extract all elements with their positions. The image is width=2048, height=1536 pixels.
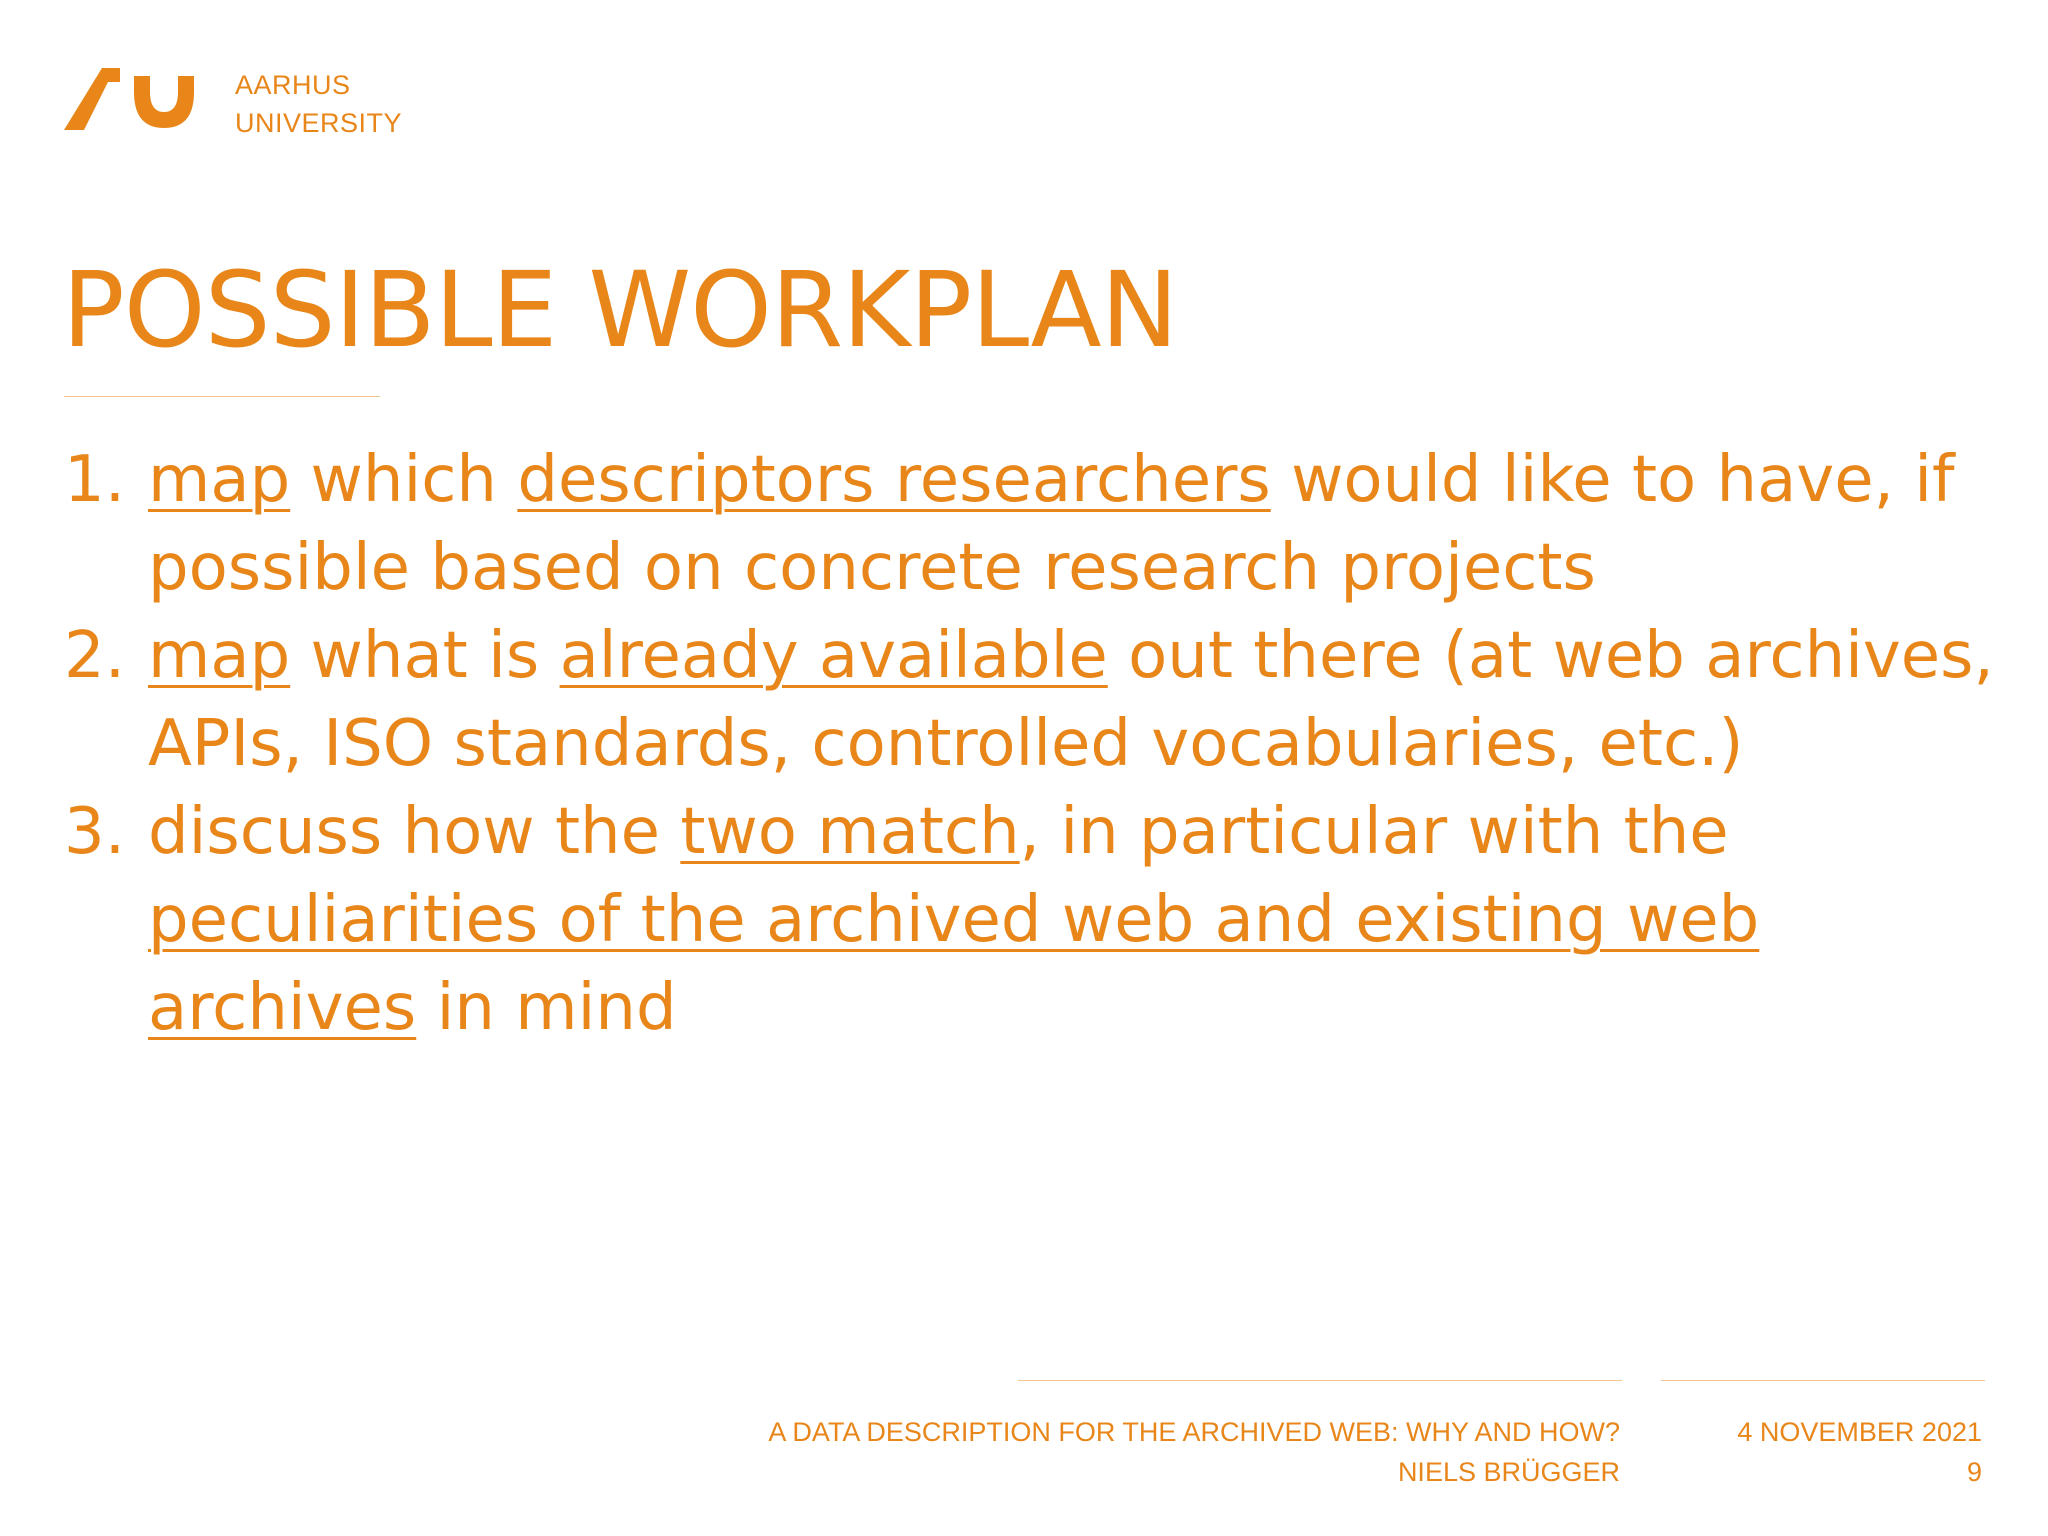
item-text-part: , in particular with the (1019, 795, 1729, 869)
item-text (148, 443, 1955, 605)
item-text-part: already available (559, 619, 1108, 693)
item-text-part: would like to have, if possible based on concrete research projects (148, 443, 1955, 605)
workplan-list (64, 436, 2004, 1052)
footer-divider-left (1018, 1380, 1622, 1381)
footer-presentation-info (768, 1412, 1620, 1492)
item-text (148, 619, 1994, 781)
aarhus-university-logo-icon (64, 62, 202, 134)
item-text-part: out there (at web archives, APIs, ISO standards, controlled vocabularies, etc.) (148, 619, 1994, 781)
university-name-line1: AARHUS (235, 70, 351, 100)
slide-title: POSSIBLE WORKPLAN (62, 249, 1178, 371)
presentation-title: A DATA DESCRIPTION FOR THE ARCHIVED WEB: WHY AND HOW? (768, 1417, 1620, 1447)
item-text-part: which (290, 443, 518, 517)
item-text-part: map (148, 619, 291, 693)
university-name (235, 66, 402, 142)
item-number: 3. (64, 795, 126, 869)
university-name-line2: UNIVERSITY (235, 108, 403, 138)
workplan-item-3 (64, 788, 2004, 1052)
item-text-part: in mind (416, 971, 677, 1045)
page-number: 9 (1966, 1457, 1982, 1487)
footer-divider-right (1661, 1380, 1985, 1381)
item-text-part: peculiarities of the archived web and existing web archives (148, 883, 1760, 1045)
item-number: 1. (64, 443, 126, 517)
workplan-item-1 (64, 436, 2004, 612)
item-text (148, 795, 1759, 1045)
item-text-part: discuss how the (148, 795, 681, 869)
item-text-part: map (148, 443, 291, 517)
footer-date-page (1737, 1412, 1982, 1492)
item-number: 2. (64, 619, 126, 693)
workplan-item-2 (64, 612, 2004, 788)
item-text-part: two match (680, 795, 1020, 869)
title-divider (64, 396, 380, 397)
item-text-part: descriptors researchers (517, 443, 1271, 517)
presentation-date: 4 NOVEMBER 2021 (1737, 1417, 1982, 1447)
item-text-part: what is (290, 619, 560, 693)
presentation-author: NIELS BRÜGGER (1397, 1457, 1620, 1487)
